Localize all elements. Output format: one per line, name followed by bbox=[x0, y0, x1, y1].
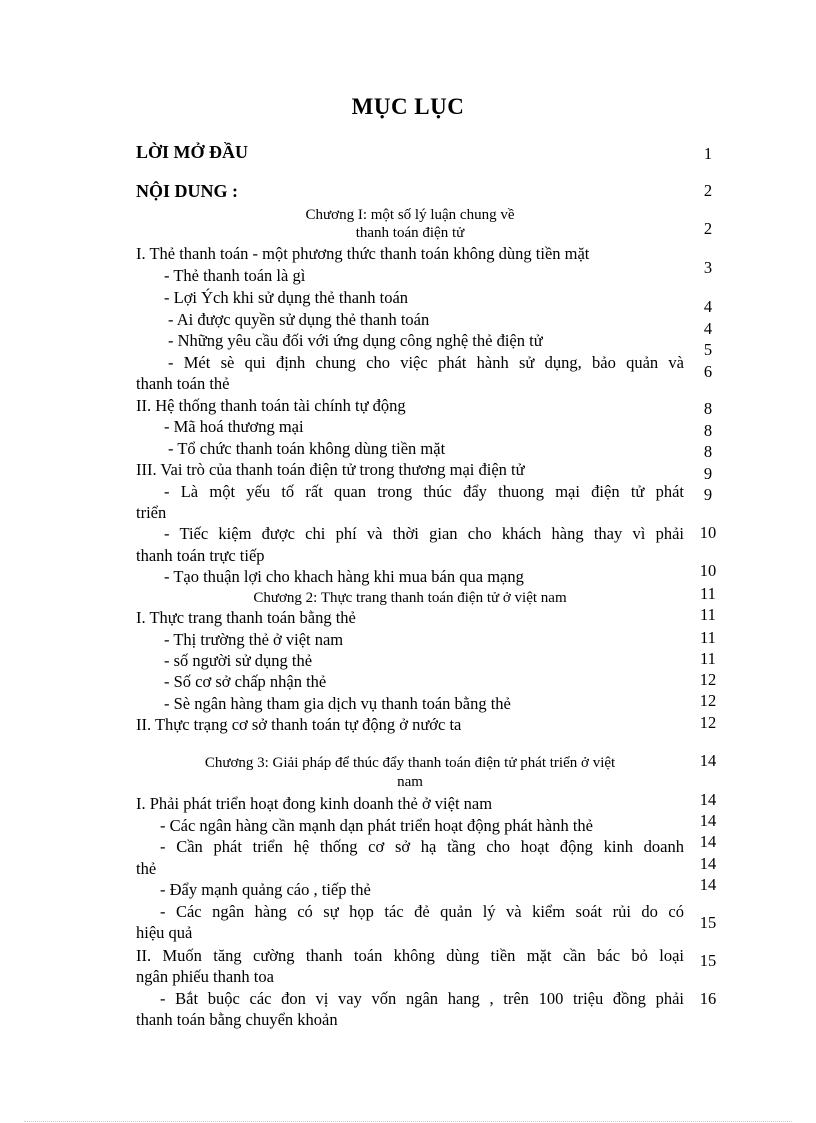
page-number: 14 bbox=[699, 875, 717, 894]
page-number: 5 bbox=[703, 340, 713, 359]
toc-line: I. Thẻ thanh toán - một phương thức thanh toán không dùng tiền mặt bbox=[136, 244, 590, 263]
toc-line: thanh toán thẻ bbox=[136, 374, 230, 393]
toc-line: - Thẻ thanh toán là gì bbox=[164, 266, 306, 285]
page-number: 9 bbox=[703, 485, 713, 504]
toc-line: III. Vai trò của thanh toán điện tử trong thương mại điện tử bbox=[136, 460, 525, 479]
page-number: 14 bbox=[699, 751, 717, 770]
page-number: 11 bbox=[700, 605, 716, 624]
toc-line: - Tạo thuận lợi cho khach hàng khi mua bán qua mạng bbox=[164, 567, 524, 586]
toc-line: - Các ngân hàng có sự họp tác đẻ quản lý và kiểm soát rủi do có bbox=[160, 902, 684, 921]
toc-line: thanh toán trực tiếp bbox=[136, 546, 265, 565]
page-number: 14 bbox=[699, 790, 717, 809]
toc-line: - Mét sè qui định chung cho việc phát hành sử dụng, bảo quản và bbox=[168, 353, 684, 372]
toc-line: - Cần phát triển hệ thống cơ sở hạ tầng cho hoạt động kinh doanh bbox=[160, 837, 684, 856]
toc-line: thanh toán điện tử bbox=[355, 225, 465, 241]
page-number: 16 bbox=[699, 989, 717, 1008]
page-number: 4 bbox=[703, 319, 713, 338]
page-number: 12 bbox=[699, 691, 717, 710]
toc-line: Chương I: một số lý luận chung về bbox=[305, 207, 515, 223]
toc-line: - Thị trường thẻ ở việt nam bbox=[164, 630, 344, 649]
toc-line: Chương 3: Giải pháp để thúc đẩy thanh toán điện tử phát triển ở việt bbox=[204, 755, 616, 771]
page-number: 12 bbox=[699, 670, 717, 689]
page-number: 8 bbox=[703, 421, 713, 440]
toc-line: - Ai được quyền sử dụng thẻ thanh toán bbox=[168, 310, 430, 329]
toc-line: NỘI DUNG : bbox=[136, 181, 238, 201]
page-number: 14 bbox=[699, 832, 717, 851]
toc-line: II. Muốn tăng cường thanh toán không dùng tiền mặt cần bác bỏ loại bbox=[136, 946, 684, 965]
page-number: 6 bbox=[703, 362, 713, 381]
toc-line: - Những yêu cầu đối với ứng dụng công nghệ thẻ điện tử bbox=[168, 331, 543, 350]
page-number: 2 bbox=[703, 219, 713, 238]
toc-line: hiệu quả bbox=[136, 923, 193, 942]
page-number: 1 bbox=[703, 144, 713, 163]
toc-line: - Sè ngân hàng tham gia dịch vụ thanh toán bằng thẻ bbox=[164, 694, 511, 713]
toc-line: I. Phải phát triển hoạt đong kinh doanh thẻ ở việt nam bbox=[136, 794, 493, 813]
toc-line: thanh toán bằng chuyển khoản bbox=[136, 1010, 338, 1029]
page-number: 15 bbox=[699, 913, 717, 932]
toc-line: - Tổ chức thanh toán không dùng tiền mặt bbox=[168, 439, 446, 458]
page-number: 8 bbox=[703, 442, 713, 461]
toc-line: triển bbox=[136, 503, 167, 522]
page-number: 11 bbox=[700, 649, 716, 668]
toc-line: - số người sử dụng thẻ bbox=[164, 651, 313, 670]
page-title: MỤC LỤC bbox=[351, 94, 465, 119]
toc-line: - Đẩy mạnh quảng cáo , tiếp thẻ bbox=[160, 880, 371, 899]
toc-line: nam bbox=[397, 774, 423, 790]
page-number: 2 bbox=[703, 181, 713, 200]
toc-line: - Là một yếu tố rất quan trong thúc đẩy thuong mại điện tử phát bbox=[164, 482, 684, 501]
toc-line: - Lợi Ých khi sử dụng thẻ thanh toán bbox=[164, 288, 409, 307]
page-number: 3 bbox=[703, 258, 713, 277]
page-number: 12 bbox=[699, 713, 717, 732]
page-number: 8 bbox=[703, 399, 713, 418]
page-number: 10 bbox=[699, 523, 717, 542]
toc-line: ngân phiếu thanh toa bbox=[136, 967, 274, 986]
toc-line: II. Thực trạng cơ sở thanh toán tự động ở nước ta bbox=[136, 715, 462, 734]
toc-line: - Bắt buộc các đon vị vay vốn ngân hang , trên 100 triệu đồng phải bbox=[160, 989, 684, 1008]
toc-line: Chương 2: Thực trang thanh toán điện tử ở việt nam bbox=[253, 590, 567, 606]
toc-line: - Mã hoá thương mại bbox=[164, 417, 304, 436]
toc-line: I. Thực trang thanh toán bằng thẻ bbox=[136, 608, 356, 627]
toc-line: - Tiếc kiệm được chi phí và thời gian cho khách hàng thay vì phải bbox=[164, 524, 684, 543]
page-number: 14 bbox=[699, 854, 717, 873]
toc-line: - Các ngân hàng cần mạnh dạn phát triển hoạt động phát hành thẻ bbox=[160, 816, 593, 835]
page-number: 11 bbox=[700, 584, 716, 603]
page-number: 14 bbox=[699, 811, 717, 830]
toc-line: II. Hệ thống thanh toán tài chính tự động bbox=[136, 396, 406, 415]
toc-line: thẻ bbox=[136, 859, 157, 878]
page-number: 15 bbox=[699, 951, 717, 970]
page-number: 9 bbox=[703, 464, 713, 483]
page-number: 4 bbox=[703, 297, 713, 316]
toc-line: - Số cơ sở chấp nhận thẻ bbox=[164, 672, 327, 691]
page-bottom-divider bbox=[24, 1121, 792, 1122]
toc-line: LỜI MỞ ĐẦU bbox=[136, 142, 248, 162]
page-number: 10 bbox=[699, 561, 717, 580]
page-number: 11 bbox=[700, 628, 716, 647]
